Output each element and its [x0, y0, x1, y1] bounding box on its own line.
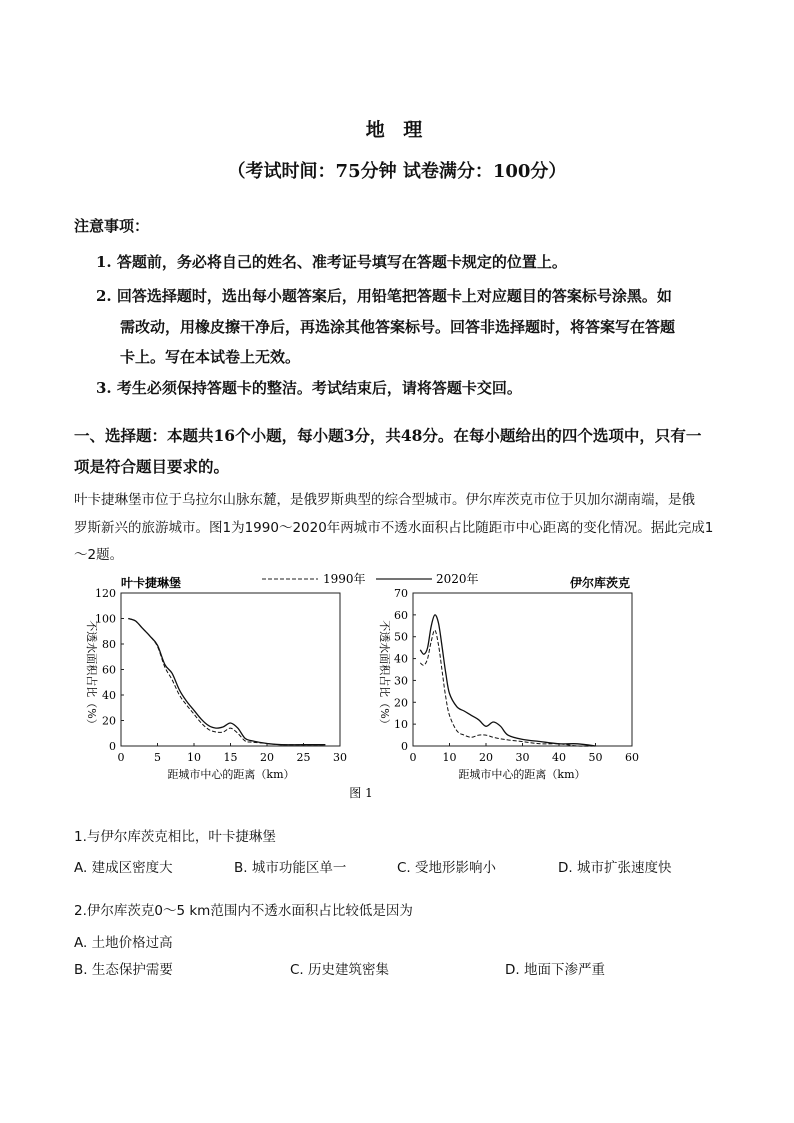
chart-2-y-tick-label: 60: [394, 608, 408, 622]
chart-2-series: [420, 615, 595, 746]
chart-2-y-tick-label: 20: [394, 696, 408, 710]
chart-2-y-tick-label: 0: [401, 740, 408, 753]
chart-2-x-tick-label: 20: [479, 751, 493, 764]
chart-2-xlabel: 距城市中心的距离（km）: [458, 768, 586, 781]
chart-2-x-tick-label: 30: [515, 751, 530, 764]
chart-1-x-tick-label: 30: [333, 751, 347, 764]
chart-1-x-tick-label: 10: [187, 751, 201, 764]
chart-1-x-tick-label: 25: [296, 751, 311, 764]
q2-option-b[interactable]: B. 生态保护需要: [74, 962, 173, 978]
notice-item-3: 3. 考生必须保持答题卡的整洁。考试结束后，请将答题卡交回。: [96, 379, 522, 397]
passage-line-3: ～2题。: [74, 547, 124, 563]
q1-option-c[interactable]: C. 受地形影响小: [397, 860, 497, 876]
passage-line-1: 叶卡捷琳堡市位于乌拉尔山脉东麓，是俄罗斯典型的综合型城市。伊尔库茨克市位于贝加尔湖南端，是俄: [74, 492, 695, 508]
notice-item-2-cont2: 卡上。写在本试卷上无效。: [120, 348, 301, 366]
chart-2-series-1990: [420, 630, 595, 746]
question-2-stem: 2.伊尔库茨克0～5 km范围内不透水面积占比较低是因为: [74, 903, 413, 919]
passage-line-2: 罗斯新兴的旅游城市。图1为1990～2020年两城市不透水面积占比随距市中心距离的变化情况。据此完成1: [74, 520, 714, 536]
chart-1-x-tick-label: 20: [260, 751, 274, 764]
chart-2-y-tick-label: 10: [394, 718, 408, 732]
chart-1-y-tick-label: 80: [102, 638, 116, 651]
notice-item-2-cont: 需改动，用橡皮擦干净后，再选涂其他答案标号。回答非选择题时，将答案写在答题: [120, 318, 676, 336]
chart-2-x-tick-label: 10: [442, 751, 457, 764]
notice-heading: 注意事项：: [74, 217, 150, 235]
chart-1-x-tick-label: 5: [154, 751, 161, 764]
chart-1-x-tick-label: 15: [223, 751, 238, 764]
section-heading: 一、选择题：本题共16个小题，每小题3分，共48分。在每小题给出的四个选项中，只有一: [74, 426, 702, 445]
q2-option-c[interactable]: C. 历史建筑密集: [290, 962, 390, 978]
figure-caption: 图 1: [349, 786, 373, 800]
chart-1-title: 叶卡捷琳堡: [121, 576, 182, 590]
chart-2-y-tick-label: 40: [394, 652, 408, 666]
chart-1-ticks: [95, 587, 347, 764]
chart-1-y-tick-label: 20: [102, 714, 116, 728]
chart-2-x-tick-label: 0: [409, 751, 417, 764]
notice-item-2: 2. 回答选择题时，选出每小题答案后，用铅笔把答题卡上对应题目的答案标号涂黑。如: [96, 287, 672, 305]
chart-2-title: 伊尔库茨克: [569, 576, 630, 590]
chart-1-y-tick-label: 60: [102, 663, 116, 677]
chart-1-series: [128, 619, 325, 745]
legend-2020-label: 2020年: [436, 572, 479, 586]
chart-2-x-tick-label: 60: [625, 751, 639, 764]
chart-1-x-tick-label: 0: [117, 751, 125, 764]
q1-option-a[interactable]: A. 建成区密度大: [74, 860, 173, 876]
q1-option-b[interactable]: B. 城市功能区单一: [234, 860, 347, 876]
chart-1-series-2020: [128, 619, 325, 745]
chart-2-series-2020: [420, 615, 595, 746]
chart-2-x-tick-label: 50: [588, 751, 603, 764]
chart-2-ticks: [394, 587, 639, 764]
chart-1-series-1990: [128, 619, 325, 745]
q2-option-a[interactable]: A. 土地价格过高: [74, 935, 173, 951]
q2-option-d[interactable]: D. 地面下渗严重: [505, 962, 605, 978]
chart-1-xlabel: 距城市中心的距离（km）: [167, 768, 295, 781]
chart-1-y-tick-label: 100: [95, 612, 116, 626]
notice-item-1: 1. 答题前，务必将自己的姓名、准考证号填写在答题卡规定的位置上。: [96, 253, 567, 271]
page-title: 地 理: [365, 119, 429, 141]
exam-info: （考试时间：75分钟 试卷满分：100分）: [227, 161, 567, 182]
chart-1-ylabel: 不透水面积占比（%）: [85, 620, 98, 730]
chart-1-y-tick-label: 0: [109, 740, 116, 753]
chart-2-y-tick-label: 30: [394, 674, 408, 688]
chart-1-y-tick-label: 120: [95, 587, 116, 600]
chart-2-y-tick-label: 70: [394, 587, 408, 600]
section-heading-cont: 项是符合题目要求的。: [74, 457, 230, 476]
legend-1990-label: 1990年: [323, 572, 366, 586]
chart-2-ylabel: 不透水面积占比（%）: [378, 620, 391, 730]
q1-option-d[interactable]: D. 城市扩张速度快: [558, 860, 672, 876]
chart-2-x-tick-label: 40: [552, 751, 566, 764]
chart-1-y-tick-label: 40: [102, 689, 116, 702]
question-1-stem: 1.与伊尔库茨克相比，叶卡捷琳堡: [74, 829, 276, 845]
chart-2-y-tick-label: 50: [394, 630, 408, 644]
